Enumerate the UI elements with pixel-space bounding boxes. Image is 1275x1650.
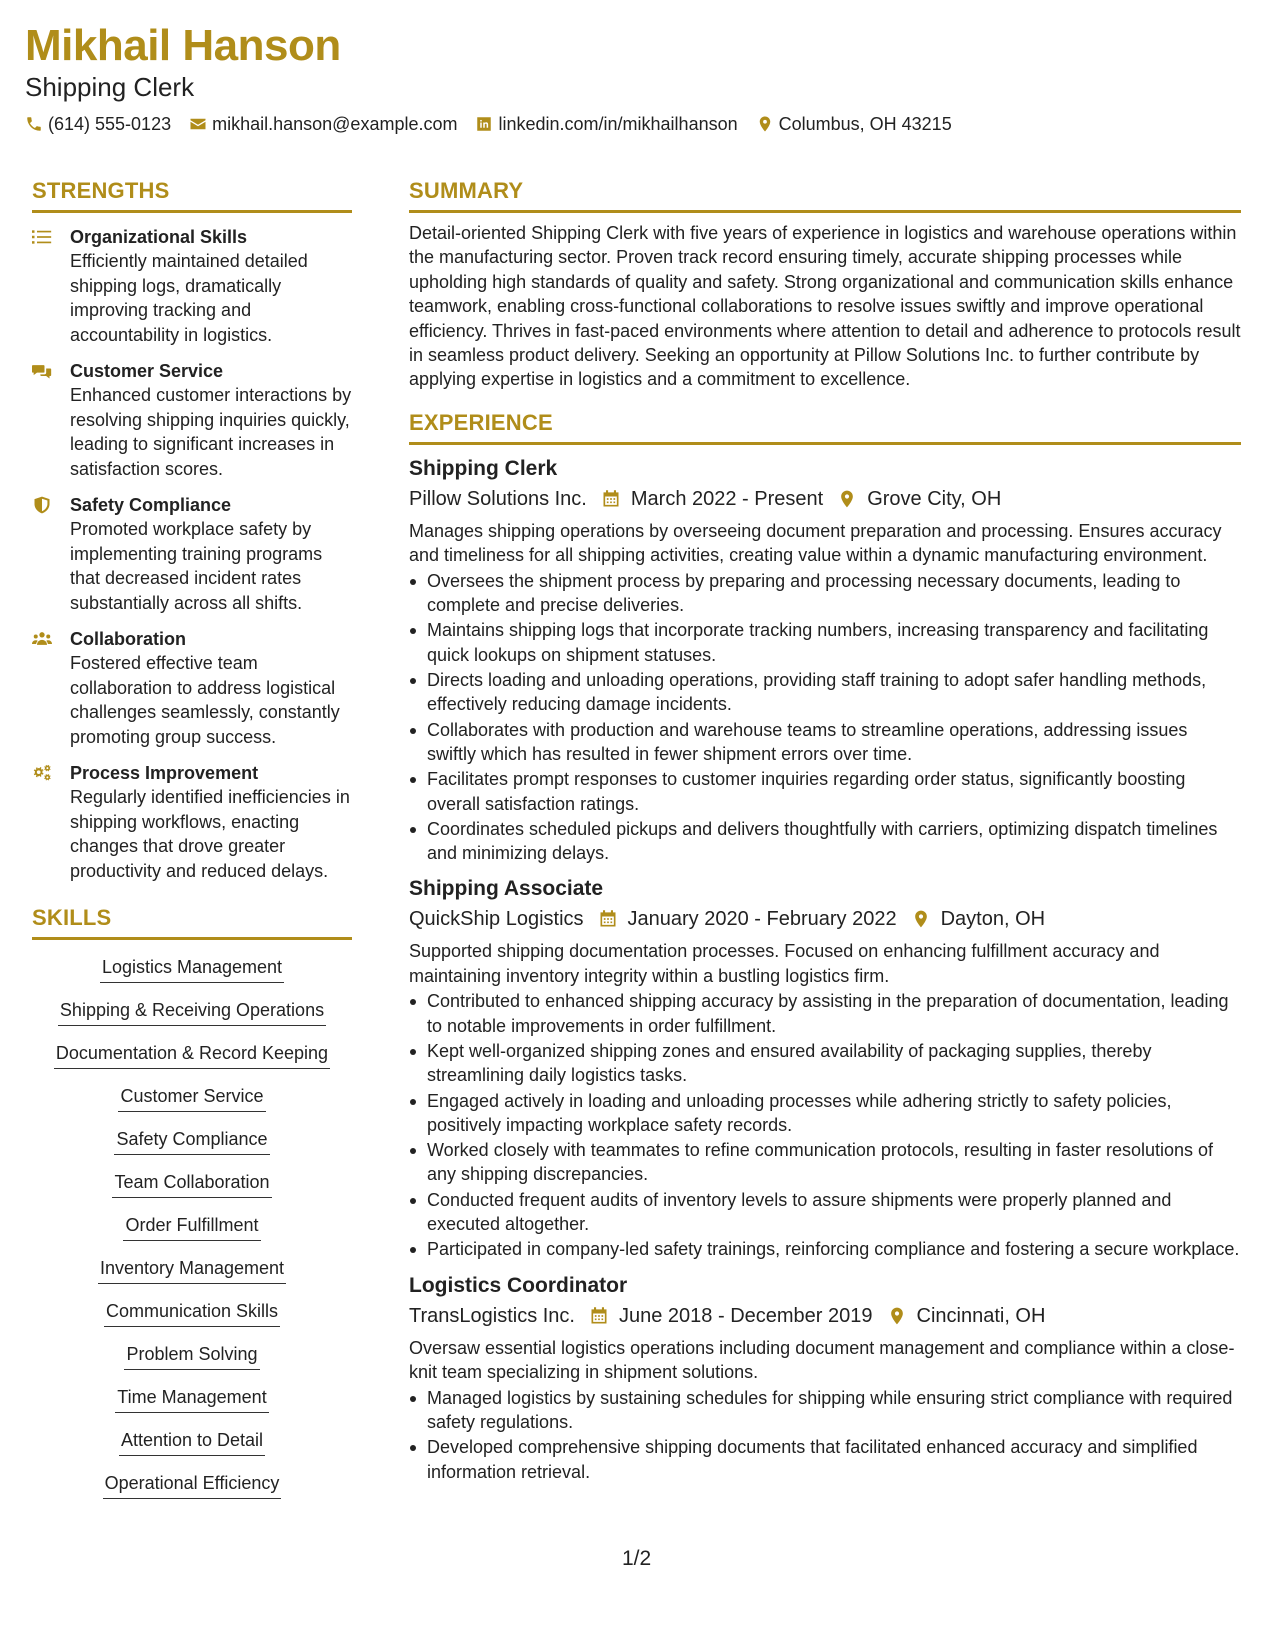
skills-list <box>32 954 352 1513</box>
phone-icon <box>25 115 43 133</box>
job-dates: March 2022 - Present <box>630 487 824 510</box>
skill-item: Attention to Detail <box>119 1427 265 1456</box>
job-location: Cincinnati, OH <box>916 1304 1046 1327</box>
strength-desc: Efficiently maintained detailed shipping logs, dramatically improving tracking and accountability in logistics. <box>70 251 308 345</box>
strength-title: Process Improvement <box>70 763 259 783</box>
job-title: Shipping Associate <box>409 877 604 901</box>
experience-heading: EXPERIENCE <box>409 410 1241 445</box>
strengths-heading: STRENGTHS <box>32 178 352 213</box>
linkedin-icon <box>475 115 493 133</box>
email-text[interactable]: mikhail.hanson@example.com <box>212 113 458 134</box>
job-company: Pillow Solutions Inc. <box>409 487 587 510</box>
list-item: Engaged actively in loading and unloading processes while adhering strictly to safety policies, positively impacting workplace safety records. <box>409 1089 1241 1138</box>
linkedin-text[interactable]: linkedin.com/in/mikhailhanson <box>498 113 738 134</box>
right-column <box>409 178 1241 1485</box>
list-item: Participated in company-led safety trainings, reinforcing compliance and fostering a secure workplace. <box>409 1237 1241 1261</box>
job-meta <box>409 905 1241 933</box>
skill-item: Customer Service <box>118 1083 265 1112</box>
calendar-icon <box>601 489 621 509</box>
users-icon <box>32 630 52 648</box>
list-item: Collaborates with production and warehouse teams to streamline operations, addressing issues swiftly which has resulted in fewer shipment errors over time. <box>409 718 1241 767</box>
job-bullets <box>409 569 1241 866</box>
skill-item: Documentation & Record Keeping <box>54 1040 330 1069</box>
job-bullets <box>409 1386 1241 1484</box>
contact-email[interactable] <box>189 114 457 135</box>
list-item: Worked closely with teammates to refine communication protocols, resulting in faster resolutions of any shipping discrepancies. <box>409 1138 1241 1187</box>
strength-desc: Fostered effective team collaboration to address logistical challenges seamlessly, constantly promoting group success. <box>70 653 340 747</box>
gears-icon <box>32 764 52 782</box>
strength-desc: Regularly identified inefficiencies in shipping workflows, enacting changes that drove greater productivity and reduced delays. <box>70 787 350 881</box>
skill-item: Time Management <box>115 1384 268 1413</box>
list-item: Kept well-organized shipping zones and ensured availability of packaging supplies, thereby streamlining daily logistics tasks. <box>409 1039 1241 1088</box>
job-dates: January 2020 - February 2022 <box>627 908 897 931</box>
list-item: Coordinates scheduled pickups and delivers thoughtfully with carriers, optimizing dispatch timelines and minimizing delays. <box>409 817 1241 866</box>
strength-desc: Enhanced customer interactions by resolving shipping inquiries quickly, leading to significant increases in satisfaction scores. <box>70 385 352 479</box>
location-text: Columbus, OH 43215 <box>778 113 952 134</box>
job-entry <box>409 455 1241 866</box>
job-entry <box>409 1272 1241 1484</box>
strength-item <box>32 225 352 347</box>
skill-item: Team Collaboration <box>112 1169 271 1198</box>
strength-item <box>32 761 352 883</box>
strength-title: Organizational Skills <box>70 227 248 247</box>
job-meta <box>409 485 1241 513</box>
skill-item: Safety Compliance <box>114 1126 269 1155</box>
list-item: Developed comprehensive shipping documents that facilitated enhanced accuracy and simplified information retrieval. <box>409 1435 1241 1484</box>
map-pin-icon <box>756 115 774 133</box>
skill-item: Logistics Management <box>100 954 284 983</box>
left-column <box>32 178 352 1513</box>
contact-linkedin[interactable] <box>475 114 737 135</box>
strength-title: Customer Service <box>70 361 224 381</box>
skills-heading: SKILLS <box>32 905 352 940</box>
skill-item: Inventory Management <box>98 1255 286 1284</box>
strength-title: Collaboration <box>70 629 186 649</box>
job-desc: Supported shipping documentation processes. Focused on enhancing fulfillment accuracy and maintaining inventory integrity within a bustling logistics firm. <box>409 941 1160 986</box>
summary-text: Detail-oriented Shipping Clerk with five years of experience in logistics and warehouse operations within the manufacturing sector. Proven track record ensuring timely, accurate shipping processes while upholding high standards of quality and safety. Strong organizational and communication skills enhance teamwork, enabling cross-functional collaborations to resolve issues swiftly and improve operational efficiency. Thrives in fast-paced environments where attention to detail and adherence to protocols result in seamless product delivery. Seeking an opportunity at Pillow Solutions Inc. to further contribute by applying expertise in logistics and a commitment to excellence. <box>409 223 1241 390</box>
strength-item <box>32 493 352 615</box>
candidate-name: Mikhail Hanson <box>25 21 341 70</box>
job-company: TransLogistics Inc. <box>409 1304 575 1327</box>
map-pin-icon <box>887 1306 907 1326</box>
calendar-icon <box>589 1306 609 1326</box>
page-number: 1/2 <box>622 1547 652 1570</box>
job-meta <box>409 1302 1241 1330</box>
calendar-icon <box>598 909 618 929</box>
job-desc: Oversaw essential logistics operations including document management and compliance within a close-knit team specializing in shipment solutions. <box>409 1337 1235 1383</box>
job-bullets <box>409 989 1241 1261</box>
job-title: Shipping Clerk <box>409 456 558 480</box>
strength-desc: Promoted workplace safety by implementing training programs that decreased incident rates substantially across all shifts. <box>70 519 323 613</box>
job-desc: Manages shipping operations by overseeing document preparation and processing. Ensures accuracy and timeliness for all shipping activities, creating value within a dynamic manufacturing environment. <box>409 520 1222 566</box>
job-title: Logistics Coordinator <box>409 1273 628 1297</box>
strength-item <box>32 627 352 749</box>
strength-item <box>32 359 352 481</box>
comments-icon <box>32 362 52 380</box>
contact-location <box>756 114 952 135</box>
skill-item: Operational Efficiency <box>103 1470 282 1499</box>
list-item: Directs loading and unloading operations, providing staff training to adopt safer handling methods, effectively reducing damage incidents. <box>409 668 1241 717</box>
job-location: Grove City, OH <box>867 487 1002 510</box>
candidate-title: Shipping Clerk <box>25 72 195 103</box>
map-pin-icon <box>911 909 931 929</box>
skill-item: Order Fulfillment <box>123 1212 260 1241</box>
list-item: Contributed to enhanced shipping accuracy by assisting in the preparation of documentation, leading to notable improvements in order fulfillment. <box>409 989 1241 1038</box>
list-icon <box>32 228 52 246</box>
strength-title: Safety Compliance <box>70 495 232 515</box>
list-item: Conducted frequent audits of inventory levels to assure shipments were properly planned and executed altogether. <box>409 1188 1241 1237</box>
map-pin-icon <box>837 489 857 509</box>
contact-bar <box>25 114 1250 135</box>
list-item: Managed logistics by sustaining schedules for shipping while ensuring strict compliance with required safety regulations. <box>409 1386 1241 1435</box>
job-dates: June 2018 - December 2019 <box>619 1304 873 1327</box>
shield-icon <box>32 496 52 514</box>
list-item: Oversees the shipment process by preparing and processing necessary documents, leading to complete and precise deliveries. <box>409 569 1241 618</box>
job-entry <box>409 875 1241 1261</box>
skill-item: Shipping & Receiving Operations <box>58 997 326 1026</box>
job-location: Dayton, OH <box>940 908 1046 931</box>
envelope-icon <box>189 115 207 133</box>
resume-header <box>25 22 1250 135</box>
summary-heading: SUMMARY <box>409 178 1241 213</box>
job-company: QuickShip Logistics <box>409 908 584 931</box>
skill-item: Communication Skills <box>104 1298 280 1327</box>
skill-item: Problem Solving <box>124 1341 259 1370</box>
list-item: Facilitates prompt responses to customer inquiries regarding order status, significantly boosting overall satisfaction ratings. <box>409 767 1241 816</box>
phone-text: (614) 555-0123 <box>48 113 172 134</box>
contact-phone <box>25 114 171 135</box>
list-item: Maintains shipping logs that incorporate tracking numbers, increasing transparency and facilitating quick lookups on shipment statuses. <box>409 618 1241 667</box>
